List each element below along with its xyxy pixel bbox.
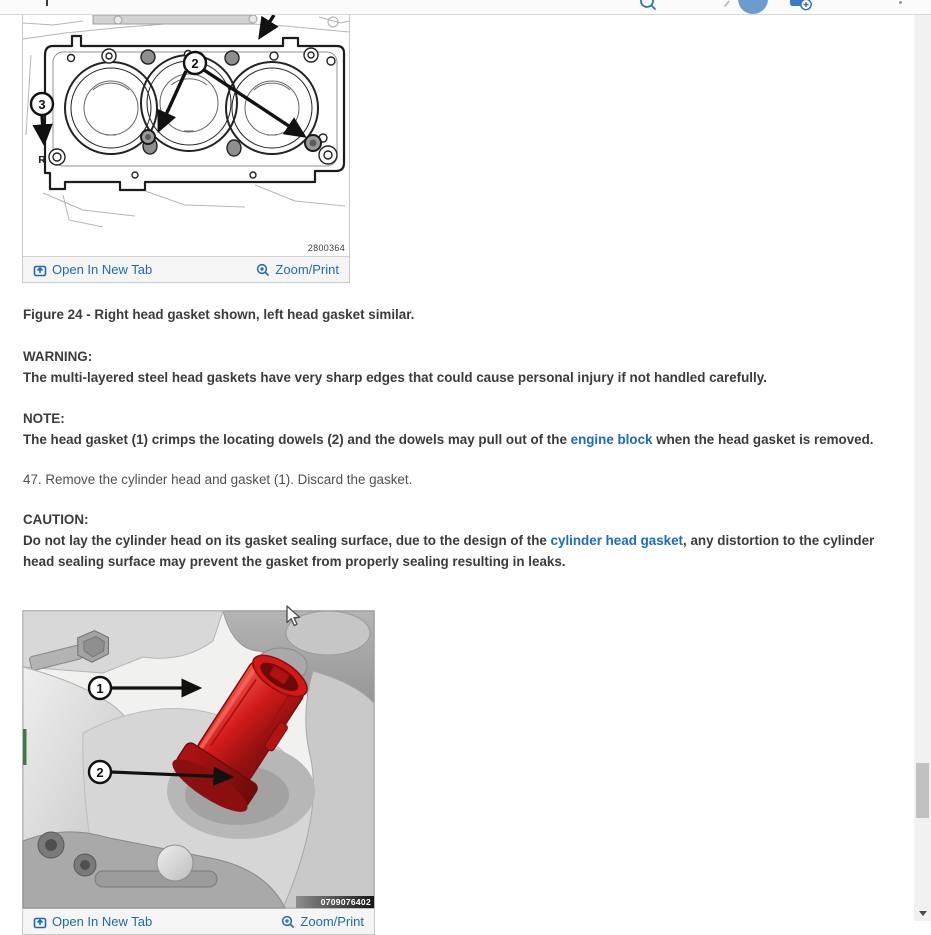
overflow-dot[interactable] — [899, 1, 902, 4]
figure1-zoom-print-link[interactable] — [256, 262, 339, 277]
dowel-render-diagram — [23, 611, 374, 908]
svg-text:1: 1 — [96, 680, 104, 696]
zoom-print-icon — [281, 915, 295, 929]
open-in-new-tab-icon — [33, 915, 47, 929]
text-caret — [46, 0, 48, 6]
scrollbar-down-button[interactable] — [914, 905, 931, 921]
cylinder-head-gasket-link[interactable]: cylinder head gasket — [550, 533, 684, 548]
figure1-open-in-new-tab-link[interactable] — [33, 262, 152, 277]
scrollbar-thumb[interactable] — [916, 763, 929, 818]
note-label: NOTE: — [23, 411, 65, 426]
figure2-footer — [23, 908, 374, 934]
figure2-open-in-new-tab-link[interactable] — [33, 914, 152, 929]
add-screenshot-icon[interactable] — [789, 0, 813, 11]
scroll-down-arrow-icon — [919, 911, 927, 916]
open-in-new-tab-icon — [33, 263, 47, 277]
caution-text-before: Do not lay the cylinder head on its gasket sealing surface, due to the design of the — [23, 533, 551, 548]
warning-text: The multi-layered steel head gaskets have very sharp edges that could cause personal injury if not handled carefully. — [23, 370, 767, 385]
svg-text:3: 3 — [38, 96, 46, 112]
figure2-image — [23, 611, 374, 908]
figure1-footer — [23, 256, 349, 282]
open-in-new-tab-label: Open In New Tab — [52, 914, 153, 929]
note-text-after: when the head gasket is removed. — [652, 432, 874, 447]
figure1-image — [23, 15, 349, 256]
step-47-text: 47. Remove the cylinder head and gasket (1). Discard the gasket. — [23, 472, 413, 487]
scrollbar-track[interactable] — [914, 15, 931, 921]
caution-text — [23, 530, 895, 572]
open-in-new-tab-label: Open In New Tab — [52, 262, 153, 277]
svg-text:2: 2 — [191, 55, 199, 71]
figure2-card — [22, 610, 375, 935]
caution-label: CAUTION: — [23, 512, 89, 527]
figure1-card — [22, 15, 350, 283]
figure2-image-number: 0709076402 — [296, 896, 374, 908]
top-toolbar — [0, 0, 931, 15]
svg-text:2: 2 — [96, 764, 104, 780]
zoom-print-label: Zoom/Print — [300, 914, 364, 929]
figure2-zoom-print-link[interactable] — [281, 914, 364, 929]
note-text-before: The head gasket (1) crimps the locating dowels (2) and the dowels may pull out of the — [23, 432, 571, 447]
search-icon[interactable] — [639, 0, 657, 11]
user-avatar[interactable] — [738, 0, 768, 14]
note-text — [23, 429, 895, 450]
zoom-print-label: Zoom/Print — [275, 262, 339, 277]
caution-text-after: , any distortion to the cylinder head sealing surface may prevent the gasket from properly sealing resulting in leaks. — [23, 533, 875, 569]
engine-block-link[interactable]: engine block — [570, 432, 653, 447]
head-gasket-diagram — [23, 15, 349, 256]
warning-label: WARNING: — [23, 349, 93, 364]
svg-text:R: R — [38, 155, 46, 166]
edit-icon[interactable] — [724, 0, 730, 6]
figure-caption: Figure 24 - Right head gasket shown, left head gasket similar. — [23, 307, 415, 322]
figure1-image-number: 2800364 — [307, 243, 345, 253]
zoom-print-icon — [256, 263, 270, 277]
